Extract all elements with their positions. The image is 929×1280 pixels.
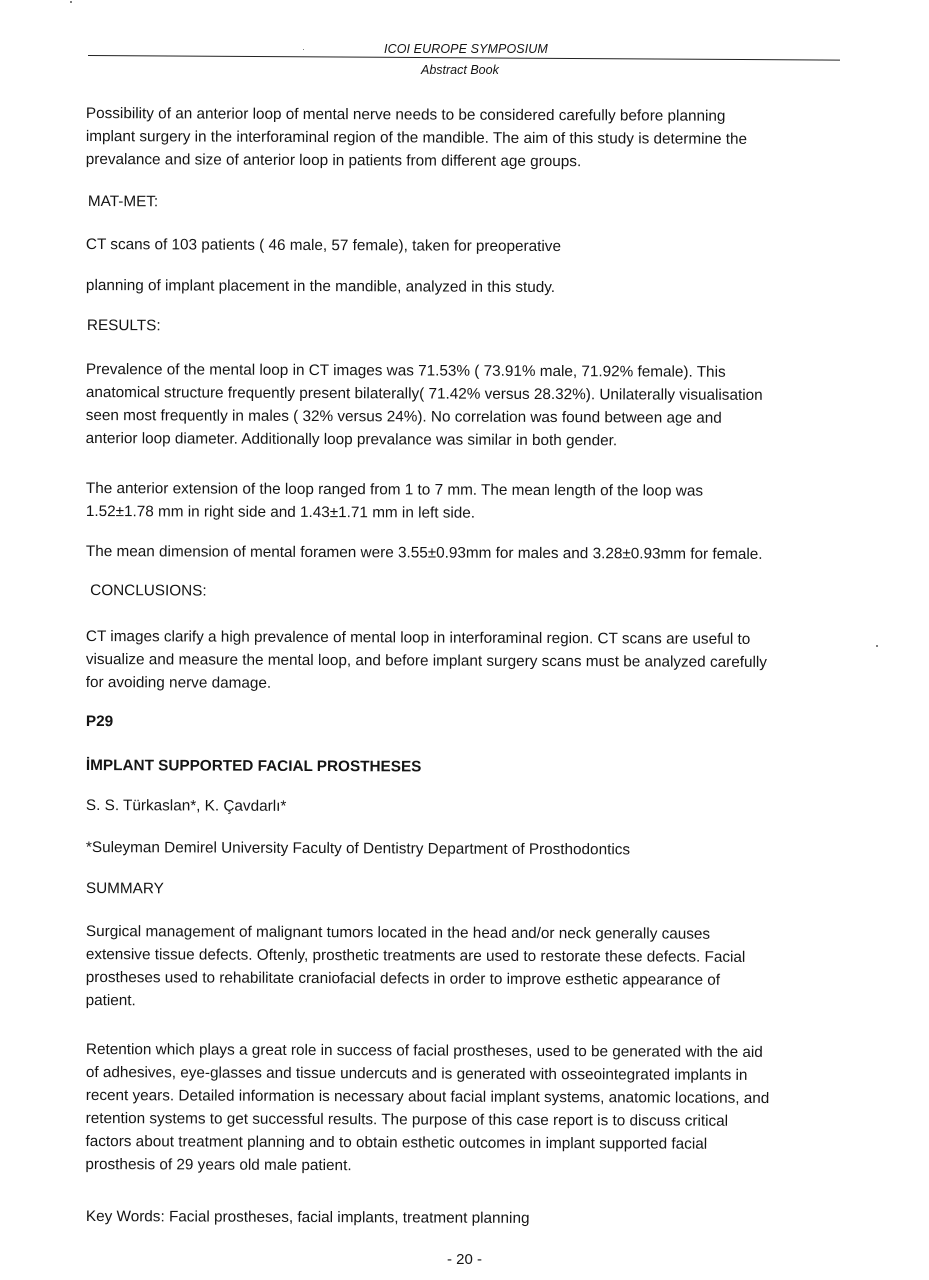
text-line: Possibility of an anterior loop of mental nerve needs to be considered carefully before planning [85, 104, 726, 125]
abstract-authors: S. S. Türkaslan*, K. Çavdarlı* [85, 797, 287, 815]
text-line: Prevalence of the mental loop in CT images was 71.53% ( 73.91% male, 71.92% female). This [85, 360, 726, 381]
conclusions-heading: CONCLUSIONS: [85, 582, 207, 600]
text-line: Surgical management of malignant tumors located in the head and/or neck generally causes [85, 923, 711, 943]
matmet-line-2: planning of implant placement in the mandible, analyzed in this study. [85, 276, 556, 297]
text-line: for avoiding nerve damage. [85, 673, 272, 692]
results-heading: RESULTS: [86, 316, 161, 335]
text-line: implant surgery in the interforaminal region of the mandible. The aim of this study is determine the [85, 127, 748, 148]
text-line: The mean dimension of mental foramen were 3.55±0.93mm for males and 3.28±0.93mm for female. [85, 543, 763, 563]
text-line: CT images clarify a high prevalence of mental loop in interforaminal region. CT scans are useful to [85, 628, 751, 648]
text-line: anatomical structure frequently present bilaterally( 71.42% versus 28.32%). Unilaterally visualisation [85, 383, 763, 404]
results-paragraph-1 [86, 358, 846, 453]
summary-heading: SUMMARY [85, 880, 164, 898]
abstract-code: P29 [85, 713, 114, 731]
matmet-heading: MAT-MET: [87, 192, 159, 211]
header-title: ICOI EUROPE SYMPOSIUM [384, 42, 548, 56]
text-line: recent years. Detailed information is necessary about facial implant systems, anatomic locations, and [85, 1086, 770, 1107]
intro-paragraph [86, 102, 846, 174]
text-line: of adhesives, eye-glasses and tissue undercuts and is generated with osseointegrated implants in [85, 1063, 748, 1084]
text-line: retention systems to get successful results. The purpose of this case report is to discuss critical [85, 1109, 729, 1130]
header-subtitle: Abstract Book [421, 63, 499, 77]
text-line: factors about treatment planning and to obtain esthetic outcomes in implant supported facial [85, 1132, 708, 1153]
text-line: prostheses used to rehabilitate craniofacial defects in order to improve esthetic appearance of [85, 968, 721, 989]
scan-speck [876, 645, 878, 647]
scan-speck [70, 1, 72, 3]
results-paragraph-2 [86, 477, 846, 526]
text-line: visualize and measure the mental loop, and before implant surgery scans must be analyzed carefully [85, 650, 767, 671]
page-number: - 20 - [446, 1251, 482, 1268]
summary-paragraph-1 [86, 920, 846, 1015]
text-line: The anterior extension of the loop ranged from 1 to 7 mm. The mean length of the loop was [85, 479, 704, 500]
keywords-line: Key Words: Facial prostheses, facial implants, treatment planning [85, 1208, 530, 1227]
text-line: anterior loop diameter. Additionally loop prevalance was similar in both gender. [85, 429, 618, 450]
matmet-line-1: CT scans of 103 patients ( 46 male, 57 female), taken for preoperative [85, 235, 562, 256]
results-paragraph-3 [86, 540, 846, 566]
summary-paragraph-2 [85, 1038, 846, 1179]
text-line: patient. [85, 991, 136, 1010]
text-line: extensive tissue defects. Oftenly, prosthetic treatments are used to restorate these defects. Facial [85, 945, 746, 966]
text-line: prevalance and size of anterior loop in patients from different age groups. [85, 150, 582, 171]
text-line: 1.52±1.78 mm in right side and 1.43±1.71 mm in left side. [85, 502, 476, 522]
conclusions-paragraph [86, 625, 846, 697]
text-line: seen most frequently in males ( 32% versus 24%). No correlation was found between age and [85, 406, 722, 427]
abstract-title: İMPLANT SUPPORTED FACIAL PROSTHESES [85, 757, 422, 776]
text-line: Retention which plays a great role in success of facial prostheses, used to be generated with the aid [85, 1041, 763, 1061]
abstract-affiliation: *Suleyman Demirel University Faculty of Dentistry Department of Prosthodontics [85, 839, 631, 859]
text-line: prosthesis of 29 years old male patient. [85, 1155, 352, 1175]
scan-speck [303, 49, 304, 50]
